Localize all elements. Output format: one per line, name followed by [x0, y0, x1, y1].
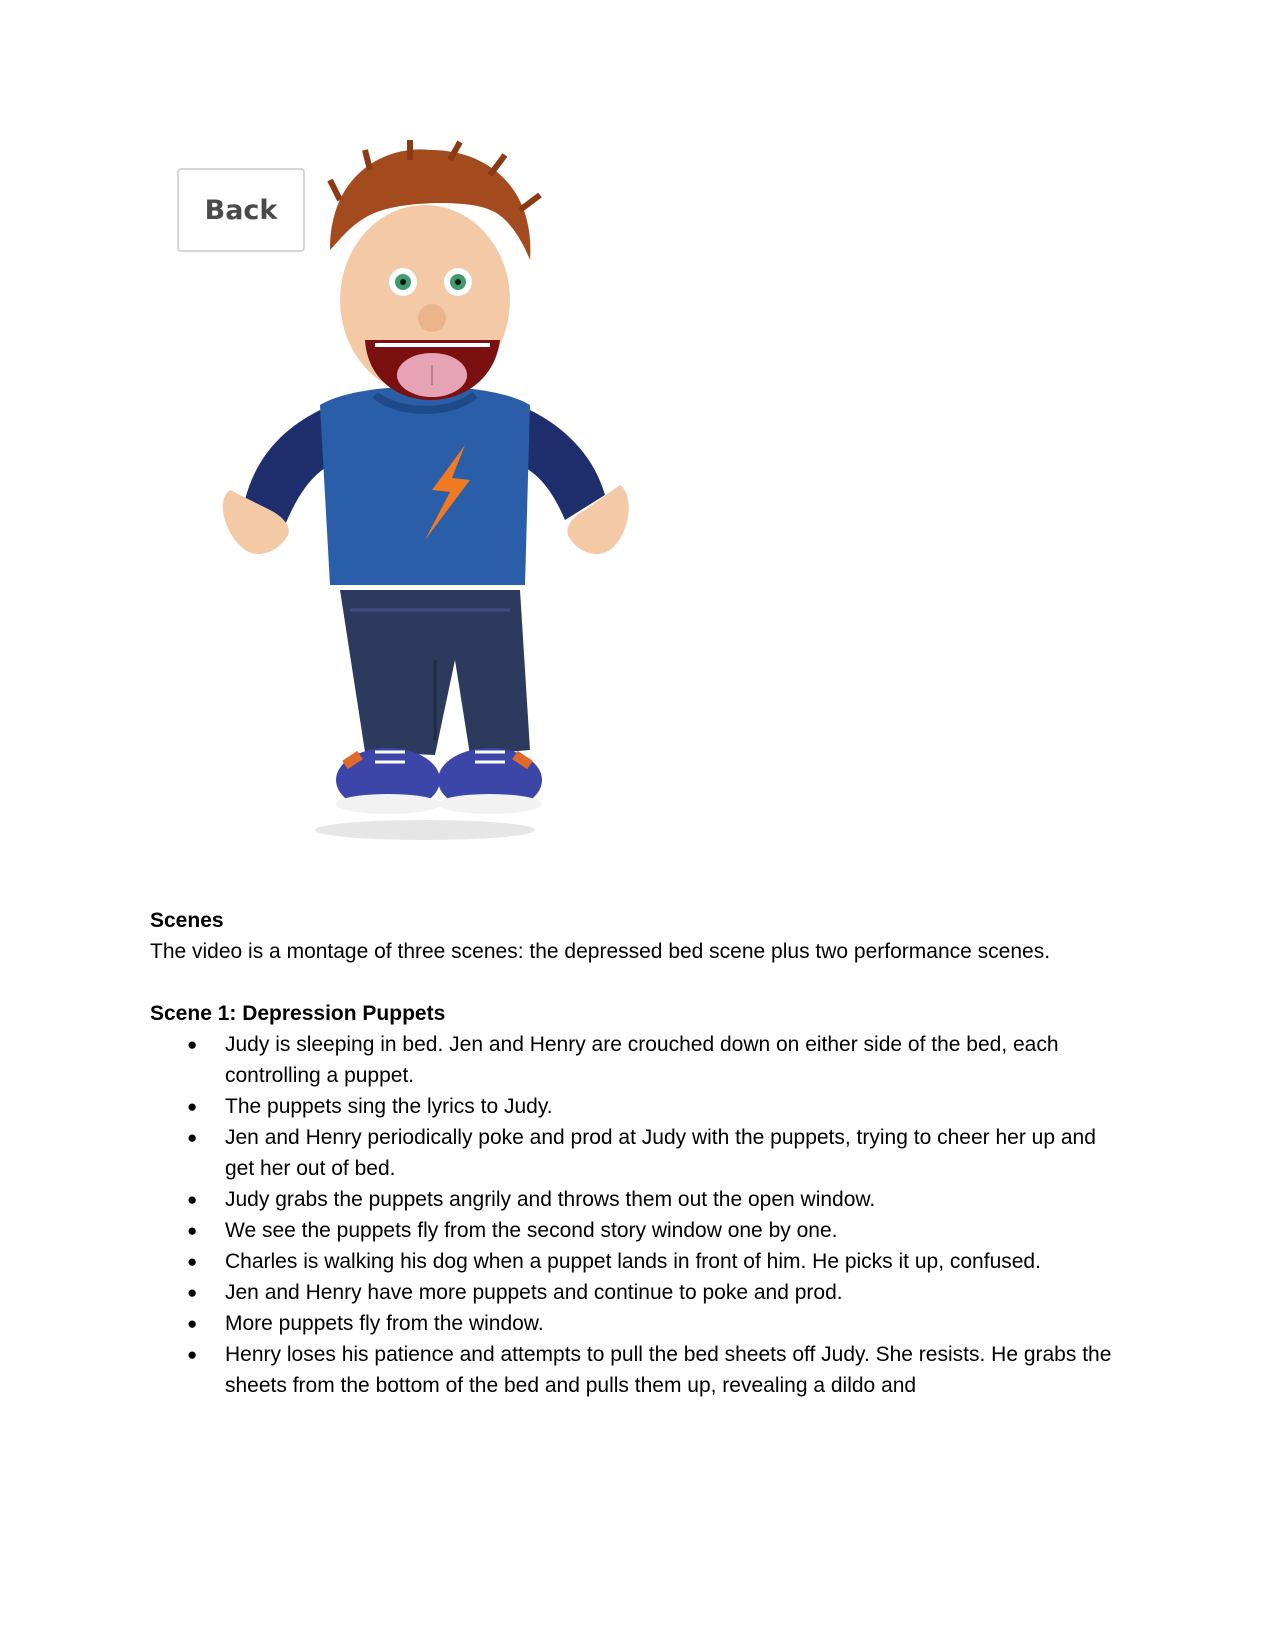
list-item-text: Henry loses his patience and attempts to pull the bed sheets off Judy. She resists. He grabs the sheets from the bottom of the bed and pulls them up, revealing a dildo and — [225, 1343, 1112, 1397]
bullet-icon: ● — [187, 1097, 198, 1116]
list-item-text: The puppets sing the lyrics to Judy. — [225, 1095, 553, 1118]
back-button-label: Back — [204, 194, 278, 226]
list-item — [150, 1029, 1130, 1091]
spacer — [150, 967, 1130, 998]
list-item-text: Judy is sleeping in bed. Jen and Henry are crouched down on either side of the bed, each controlling a puppet. — [225, 1033, 1059, 1087]
scenes-description: The video is a montage of three scenes: the depressed bed scene plus two performance scenes. — [150, 940, 1051, 963]
list-item — [150, 1122, 1130, 1184]
list-item — [150, 1246, 1130, 1277]
list-item-text: Jen and Henry have more puppets and continue to poke and prod. — [225, 1281, 843, 1304]
list-item — [150, 1215, 1130, 1246]
list-item — [150, 1339, 1130, 1401]
list-item-text: We see the puppets fly from the second story window one by one. — [225, 1219, 838, 1242]
bullet-icon: ● — [187, 1128, 198, 1147]
list-item — [150, 1277, 1130, 1308]
list-item-text: More puppets fly from the window. — [225, 1312, 544, 1335]
scene1-bullet-list — [150, 1029, 1130, 1401]
document-body — [150, 905, 1130, 1401]
bullet-icon: ● — [187, 1035, 198, 1054]
scenes-heading: Scenes — [150, 909, 224, 932]
list-item-text: Judy grabs the puppets angrily and throws them out the open window. — [225, 1188, 876, 1211]
bullet-icon: ● — [187, 1345, 198, 1364]
back-button[interactable] — [177, 168, 305, 252]
list-item — [150, 1184, 1130, 1215]
list-item-text: Jen and Henry periodically poke and prod at Judy with the puppets, trying to cheer her up and get her out of bed. — [225, 1126, 1096, 1180]
bullet-icon: ● — [187, 1190, 198, 1209]
scene1-heading: Scene 1: Depression Puppets — [150, 1002, 446, 1025]
list-item — [150, 1308, 1130, 1339]
list-item-text: Charles is walking his dog when a puppet lands in front of him. He picks it up, confused. — [225, 1250, 1041, 1273]
bullet-icon: ● — [187, 1252, 198, 1271]
bullet-icon: ● — [187, 1314, 198, 1333]
list-item — [150, 1091, 1130, 1122]
bullet-icon: ● — [187, 1283, 198, 1302]
bullet-icon: ● — [187, 1221, 198, 1240]
